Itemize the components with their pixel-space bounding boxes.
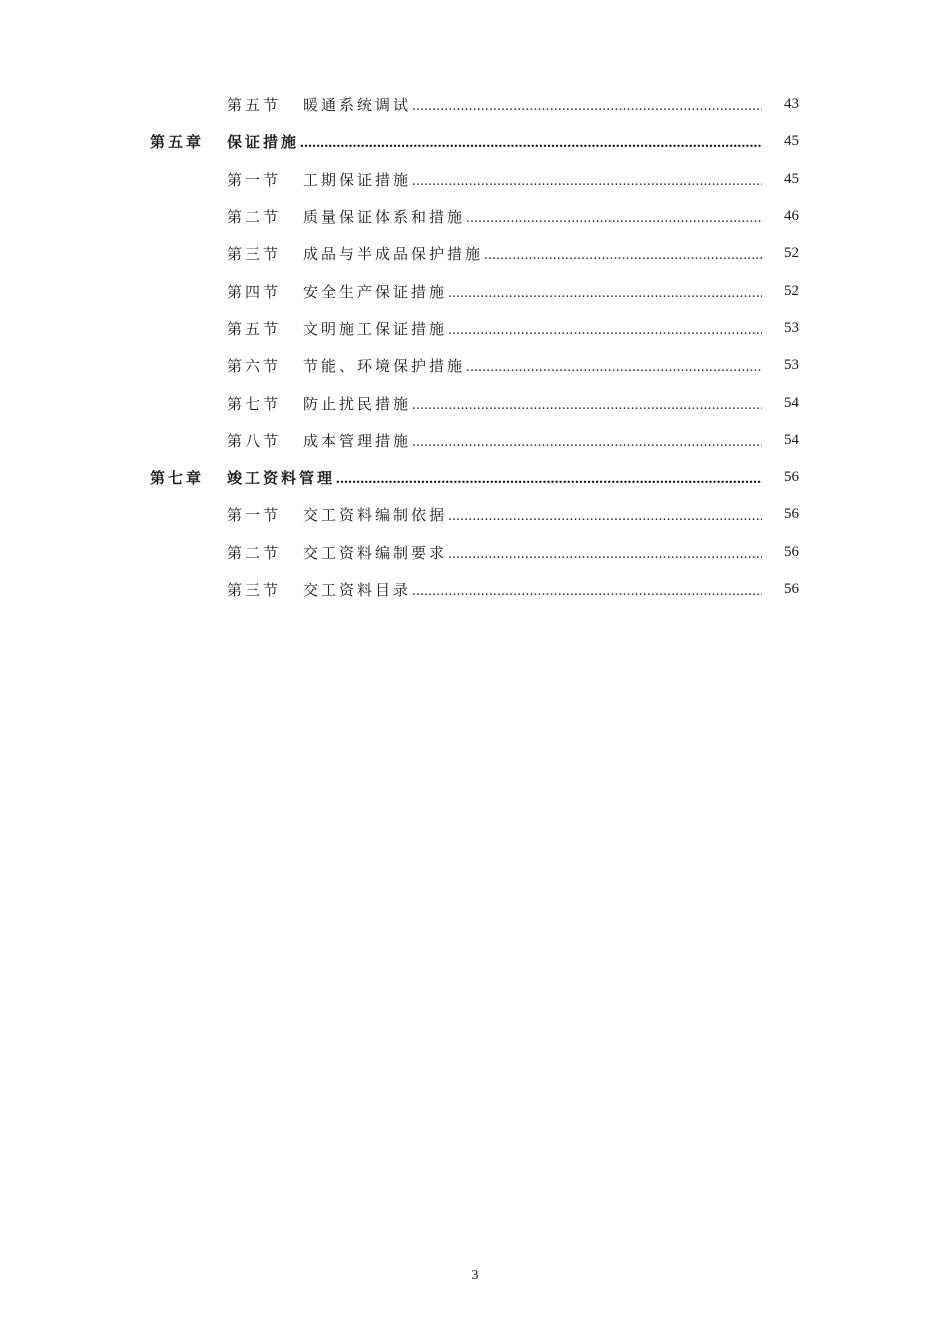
toc-entry-page: 53	[784, 319, 799, 336]
table-of-contents	[0, 86, 950, 608]
toc-entry-number: 第三节	[227, 245, 282, 264]
toc-entry-number: 第八节	[227, 431, 282, 450]
toc-entry-page: 46	[784, 208, 799, 225]
toc-entry-title-wrap	[303, 94, 762, 115]
toc-entry-page: 54	[784, 431, 799, 448]
dot-leader	[484, 247, 762, 264]
toc-entry-page: 54	[784, 394, 799, 411]
toc-chapter-title-wrap	[227, 467, 762, 488]
dot-leader	[448, 546, 762, 563]
dot-leader	[412, 397, 762, 414]
toc-chapter-page: 45	[784, 133, 799, 150]
toc-entry-number: 第五节	[227, 96, 282, 115]
toc-entry-title: 成品与半成品保护措施	[303, 245, 484, 264]
toc-entry[interactable]	[0, 198, 950, 235]
toc-chapter-title: 竣工资料管理	[227, 469, 336, 488]
toc-entry[interactable]	[0, 310, 950, 347]
toc-entry-title-wrap	[303, 169, 762, 190]
toc-entry-title: 交工资料编制依据	[303, 506, 448, 525]
toc-chapter[interactable]	[0, 123, 950, 160]
dot-leader	[412, 98, 762, 115]
dot-leader	[466, 359, 762, 376]
toc-entry-title-wrap	[303, 430, 762, 451]
toc-entry-title: 文明施工保证措施	[303, 319, 448, 338]
toc-entry-number: 第五节	[227, 319, 282, 338]
toc-entry-page: 53	[784, 357, 799, 374]
toc-entry-title: 成本管理措施	[303, 431, 412, 450]
toc-entry-title: 交工资料目录	[303, 581, 412, 599]
toc-entry-title: 交工资料编制要求	[303, 543, 448, 562]
toc-chapter[interactable]	[0, 459, 950, 496]
toc-entry-title: 安全生产保证措施	[303, 282, 448, 301]
toc-entry-page: 56	[784, 543, 799, 560]
toc-entry-title-wrap	[303, 281, 762, 302]
toc-entry-title-wrap	[303, 542, 762, 563]
dot-leader	[336, 471, 762, 488]
toc-entry-number: 第一节	[227, 170, 282, 189]
dot-leader	[466, 210, 762, 227]
toc-entry-title: 工期保证措施	[303, 170, 412, 189]
toc-entry[interactable]	[0, 272, 950, 309]
toc-entry-number: 第四节	[227, 282, 282, 301]
toc-entry-title-wrap	[303, 504, 762, 525]
toc-entry[interactable]	[0, 422, 950, 459]
toc-entry[interactable]	[0, 235, 950, 272]
toc-entry[interactable]	[0, 161, 950, 198]
toc-chapter-number: 第五章	[150, 133, 205, 152]
page-number: 3	[471, 1268, 479, 1283]
toc-entry[interactable]	[0, 86, 950, 123]
toc-entry-page: 52	[784, 282, 799, 299]
dot-leader	[412, 583, 762, 600]
toc-entry-title: 质量保证体系和措施	[303, 208, 466, 227]
dot-leader	[448, 322, 762, 339]
toc-entry-page: 43	[784, 96, 799, 113]
toc-entry[interactable]	[0, 347, 950, 384]
toc-entry[interactable]	[0, 571, 950, 608]
toc-entry-title-wrap	[303, 393, 762, 414]
toc-entry-title-wrap	[303, 318, 762, 339]
toc-entry-page: 45	[784, 170, 799, 187]
toc-entry-page: 56	[784, 581, 799, 597]
toc-entry-number: 第三节	[227, 581, 282, 599]
toc-entry-page: 52	[784, 245, 799, 262]
toc-entry[interactable]	[0, 384, 950, 421]
dot-leader	[448, 508, 762, 525]
toc-entry-number: 第一节	[227, 506, 282, 525]
toc-entry[interactable]	[0, 534, 950, 571]
dot-leader	[300, 135, 762, 152]
toc-entry-number: 第七节	[227, 394, 282, 413]
toc-entry-title-wrap	[303, 579, 762, 600]
toc-chapter-title: 保证措施	[227, 133, 300, 152]
toc-entry-title: 节能、环境保护措施	[303, 357, 466, 376]
toc-entry-title: 暖通系统调试	[303, 96, 412, 115]
toc-entry-page: 56	[784, 506, 799, 523]
dot-leader	[412, 173, 762, 190]
dot-leader	[448, 285, 762, 302]
toc-entry-number: 第二节	[227, 543, 282, 562]
toc-entry-number: 第二节	[227, 208, 282, 227]
toc-chapter-number: 第七章	[150, 469, 205, 488]
toc-entry-title-wrap	[303, 206, 762, 227]
toc-entry-title-wrap	[303, 243, 762, 264]
toc-entry[interactable]	[0, 496, 950, 533]
toc-chapter-title-wrap	[227, 131, 762, 152]
dot-leader	[412, 434, 762, 451]
toc-entry-title-wrap	[303, 355, 762, 376]
toc-entry-title: 防止扰民措施	[303, 394, 412, 413]
toc-entry-number: 第六节	[227, 357, 282, 376]
toc-chapter-page: 56	[784, 469, 799, 486]
